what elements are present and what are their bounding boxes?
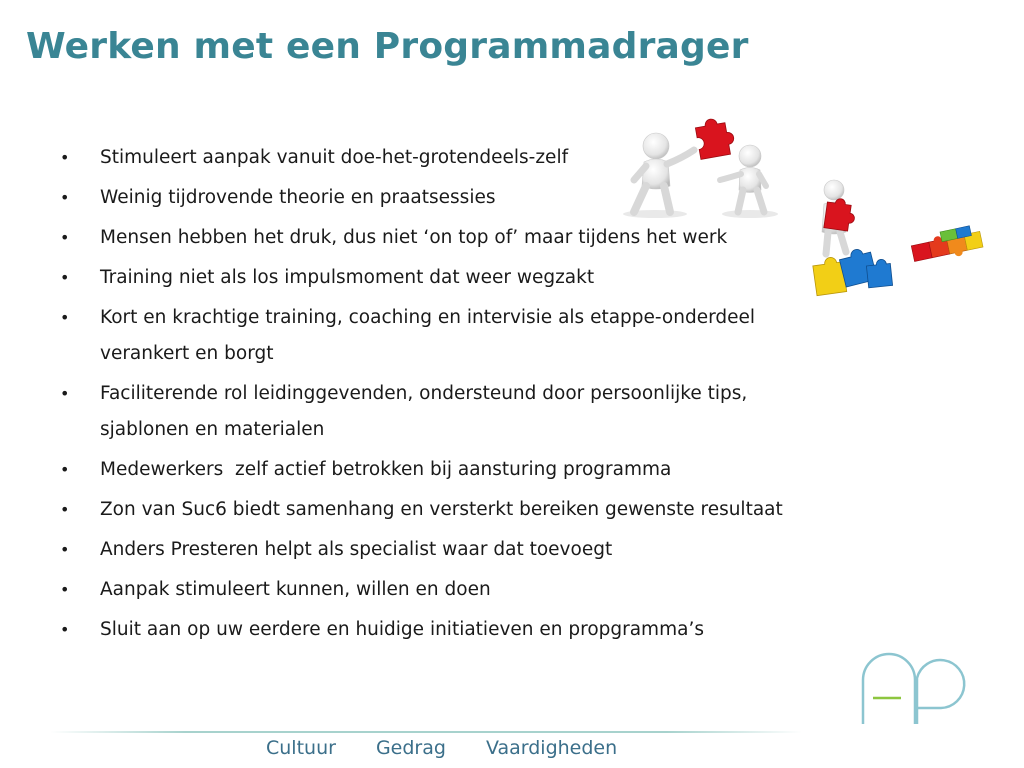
bullet-text: Sluit aan op uw eerdere en huidige initiatieven en propgramma’s [100,619,704,640]
bullet-text: Zon van Suc6 biedt samenhang en versterkt bereiken gewenste resultaat [100,499,783,520]
bullet-text: Faciliterende rol leidinggevenden, ondersteund door persoonlijke tips, sjablonen en materialen [100,383,748,440]
bullet-dot: • [60,228,70,247]
puzzle-pieces-illustration [790,176,990,304]
ap-logo [855,640,980,730]
bullet-text: Anders Presteren helpt als specialist waar dat toevoegt [100,539,613,560]
bullet-dot: • [60,620,70,639]
bullet-item [58,612,858,648]
bullet-dot: • [60,580,70,599]
bullet-text: Kort en krachtige training, coaching en intervisie als etappe-onderdeel verankert en borgt [100,307,756,364]
bullet-item [58,452,858,488]
bullet-item [58,260,858,296]
bullet-dot: • [60,460,70,479]
bullet-dot: • [60,148,70,167]
bullet-dot: • [60,384,70,403]
bullet-dot: • [60,500,70,519]
bullet-text: Weinig tijdrovende theorie en praatsessies [100,187,496,208]
footer-item-vaardigheden: Vaardigheden [485,737,618,759]
bullet-text: Medewerkers zelf actief betrokken bij aansturing programma [100,459,672,480]
bullet-item [58,220,858,256]
bullet-text: Stimuleert aanpak vanuit doe-het-grotendeels-zelf [100,147,569,168]
bullet-item [58,376,858,448]
bullet-text: Training niet als los impulsmoment dat weer wegzakt [100,267,595,288]
footer-divider [50,731,802,733]
footer [266,737,617,759]
bullet-item [58,572,858,608]
bullet-item [58,532,858,568]
bullet-item [58,492,858,528]
bullet-dot: • [60,540,70,559]
bullet-text: Mensen hebben het druk, dus niet ‘on top of’ maar tijdens het werk [100,227,728,248]
bullet-dot: • [60,268,70,287]
bullet-dot: • [60,188,70,207]
bullet-item [58,300,858,372]
bullet-dot: • [60,308,70,327]
footer-item-gedrag: Gedrag [375,737,446,759]
slide-title: Werken met een Programmadrager [26,26,749,67]
footer-item-cultuur: Cultuur [266,737,336,759]
bullet-text: Aanpak stimuleert kunnen, willen en doen [100,579,491,600]
puzzle-figures-illustration [610,112,810,222]
